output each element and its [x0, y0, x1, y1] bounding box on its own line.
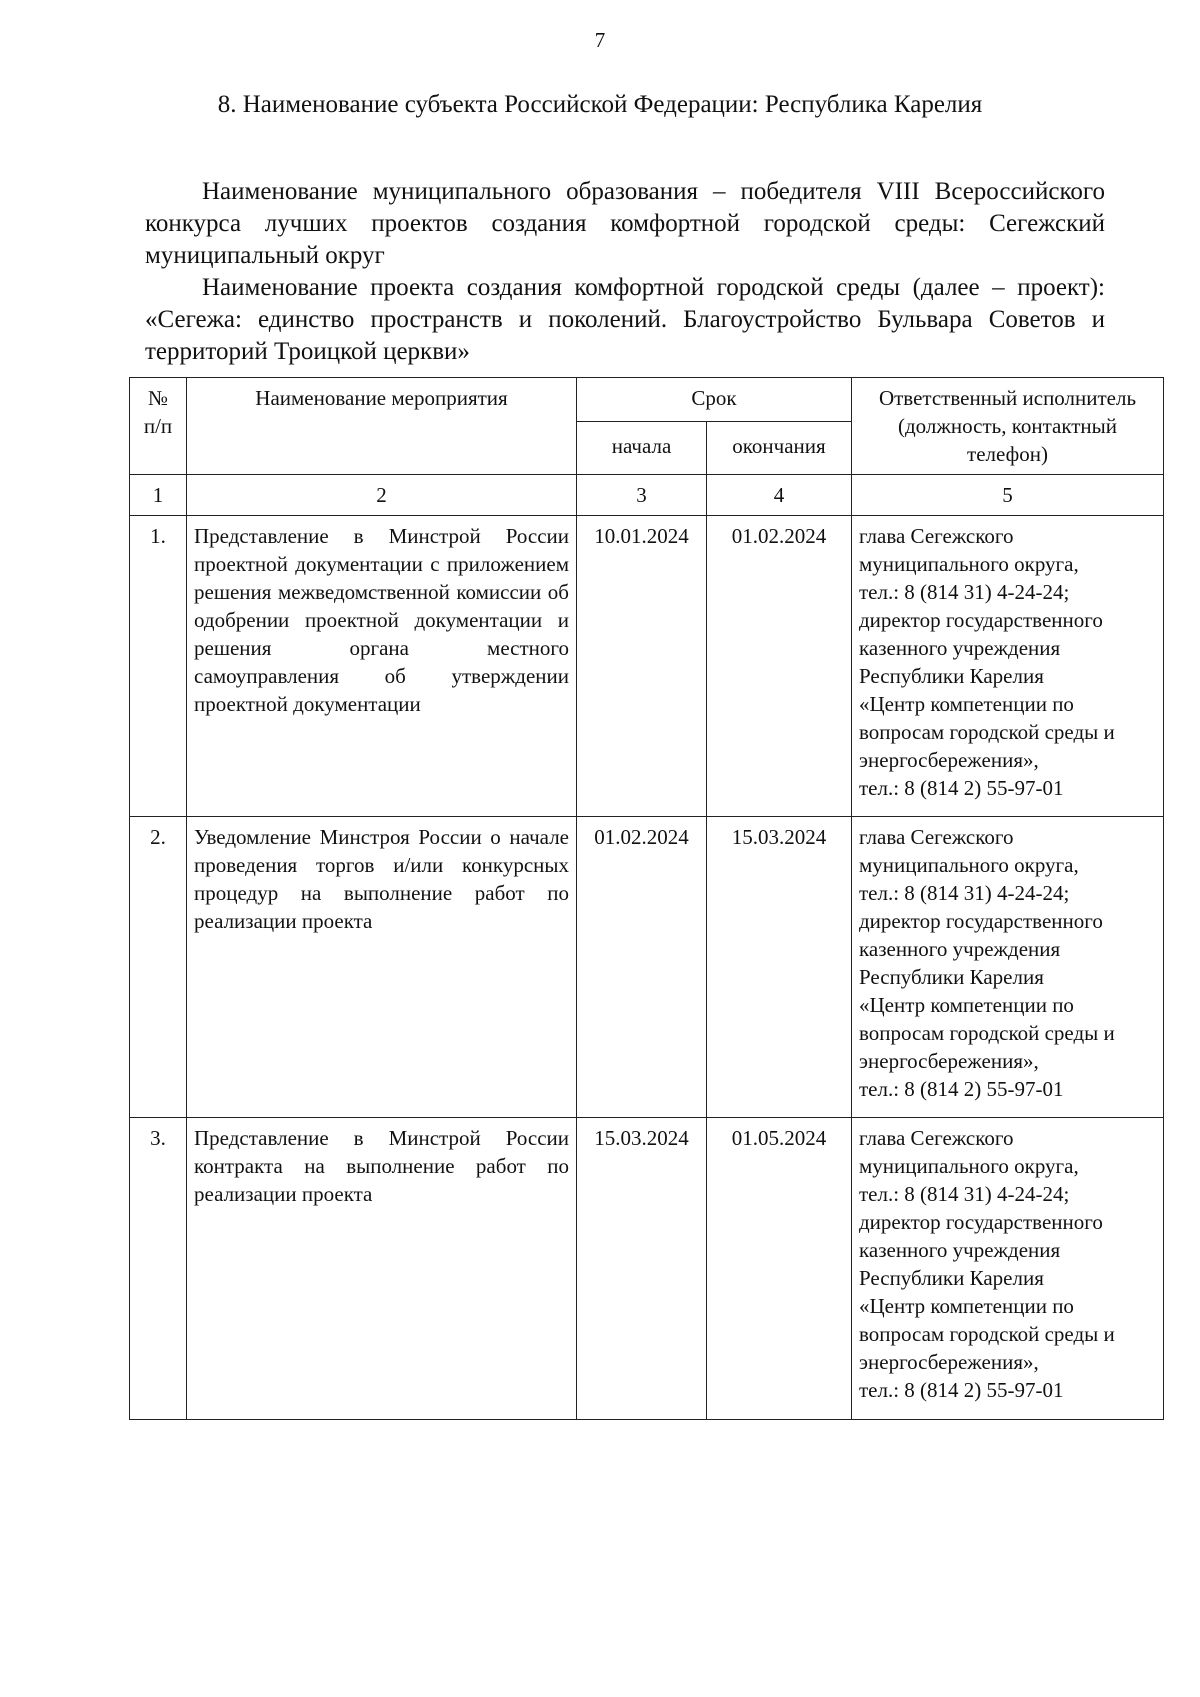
responsible-line: казенного учреждения	[859, 1238, 1061, 1262]
event-name: Представление в Минстрой России проектной документации с приложением решения межведомственной комиссии об одобрении проектной документации и решения органа местного самоуправления об утверждении проектной документации	[187, 516, 577, 817]
responsible-line: казенного учреждения	[859, 636, 1061, 660]
responsible-executor	[852, 1118, 1164, 1420]
event-name: Уведомление Минстроя России о начале проведения торгов и/или конкурсных процедур на выполнение работ по реализации проекта	[187, 817, 577, 1118]
column-number: 5	[852, 475, 1164, 516]
header-responsible: Ответственный исполнитель (должность, контактный телефон)	[852, 378, 1164, 475]
event-name: Представление в Минстрой России контракта на выполнение работ по реализации проекта	[187, 1118, 577, 1420]
responsible-line: «Центр компетенции по	[859, 692, 1074, 716]
table-row	[130, 1118, 1164, 1420]
header-num: № п/п	[130, 378, 187, 475]
responsible-executor	[852, 516, 1164, 817]
column-number: 4	[707, 475, 852, 516]
column-number: 3	[577, 475, 707, 516]
header-event: Наименование мероприятия	[187, 378, 577, 475]
table-row	[130, 516, 1164, 817]
responsible-line: «Центр компетенции по	[859, 1294, 1074, 1318]
page-number: 7	[594, 28, 606, 52]
table-row	[130, 817, 1164, 1118]
start-date: 10.01.2024	[577, 516, 707, 817]
responsible-line: директор государственного	[859, 1210, 1103, 1234]
column-number: 1	[130, 475, 187, 516]
end-date: 01.05.2024	[707, 1118, 852, 1420]
responsible-line: энергосбережения»,	[859, 1350, 1039, 1374]
responsible-executor	[852, 817, 1164, 1118]
responsible-line: глава Сегежского	[859, 1126, 1014, 1150]
end-date: 15.03.2024	[707, 817, 852, 1118]
row-number: 3.	[130, 1118, 187, 1420]
responsible-line: тел.: 8 (814 2) 55-97-01	[859, 776, 1064, 800]
municipality-paragraph: Наименование муниципального образования – победителя VIII Всероссийского конкурса лучших проектов создания комфортной городской среды: Сегежский муниципальный округ	[145, 178, 1105, 269]
responsible-line: тел.: 8 (814 31) 4-24-24;	[859, 1182, 1070, 1206]
header-term: Срок	[577, 378, 852, 422]
row-number: 2.	[130, 817, 187, 1118]
responsible-line: вопросам городской среды и	[859, 720, 1115, 744]
project-paragraph: Наименование проекта создания комфортной городской среды (далее – проект): «Сегежа: единство пространств и поколений. Благоустройство Бульвара Советов и территорий Троицкой церкви»	[145, 274, 1105, 365]
header-end: окончания	[707, 422, 852, 475]
column-number-row	[130, 475, 1164, 516]
responsible-line: вопросам городской среды и	[859, 1021, 1115, 1045]
responsible-line: муниципального округа,	[859, 552, 1079, 576]
responsible-line: директор государственного	[859, 909, 1103, 933]
responsible-line: тел.: 8 (814 2) 55-97-01	[859, 1378, 1064, 1402]
column-number: 2	[187, 475, 577, 516]
responsible-line: директор государственного	[859, 608, 1103, 632]
start-date: 15.03.2024	[577, 1118, 707, 1420]
responsible-line: муниципального округа,	[859, 853, 1079, 877]
responsible-line: вопросам городской среды и	[859, 1322, 1115, 1346]
events-table	[129, 377, 1164, 1420]
responsible-line: муниципального округа,	[859, 1154, 1079, 1178]
header-start: начала	[577, 422, 707, 475]
responsible-line: Республики Карелия	[859, 664, 1044, 688]
end-date: 01.02.2024	[707, 516, 852, 817]
responsible-line: тел.: 8 (814 31) 4-24-24;	[859, 881, 1070, 905]
responsible-line: казенного учреждения	[859, 937, 1061, 961]
responsible-line: тел.: 8 (814 31) 4-24-24;	[859, 580, 1070, 604]
responsible-line: тел.: 8 (814 2) 55-97-01	[859, 1077, 1064, 1101]
row-number: 1.	[130, 516, 187, 817]
responsible-line: глава Сегежского	[859, 825, 1014, 849]
responsible-line: Республики Карелия	[859, 1266, 1044, 1290]
responsible-line: «Центр компетенции по	[859, 993, 1074, 1017]
responsible-line: энергосбережения»,	[859, 748, 1039, 772]
responsible-line: глава Сегежского	[859, 524, 1014, 548]
section-heading: 8. Наименование субъекта Российской Федерации: Республика Карелия	[217, 91, 983, 118]
responsible-line: Республики Карелия	[859, 965, 1044, 989]
responsible-line: энергосбережения»,	[859, 1049, 1039, 1073]
start-date: 01.02.2024	[577, 817, 707, 1118]
